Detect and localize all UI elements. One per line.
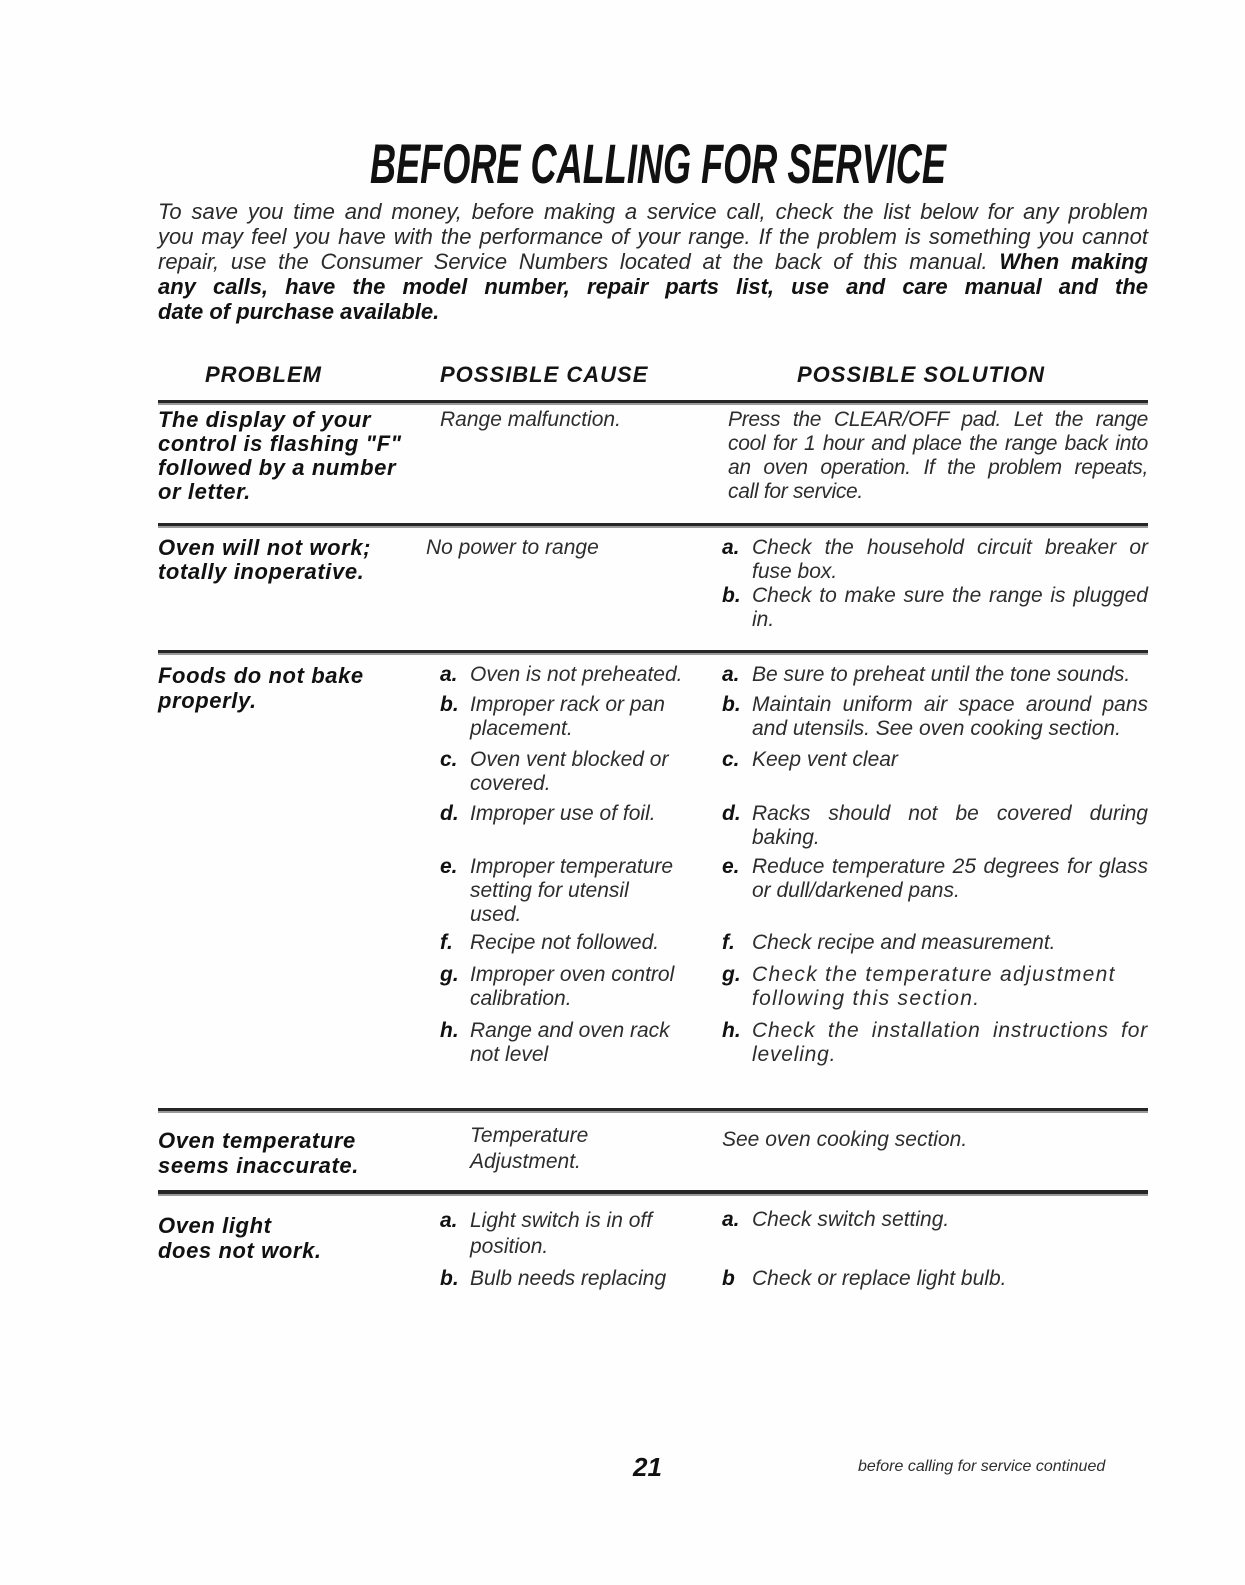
header-possible-solution: POSSIBLE SOLUTION (797, 362, 1046, 387)
intro-line (158, 274, 1148, 299)
solution-item (722, 693, 1148, 741)
intro-bold-text: When making (999, 249, 1148, 274)
page-title: BEFORE CALLING FOR SERVICE (370, 132, 946, 195)
intro-line (158, 299, 1148, 324)
cause-cell (470, 1123, 588, 1175)
cause-marker: d. (440, 802, 459, 825)
intro-line (158, 249, 1148, 274)
solution-item (722, 584, 1148, 632)
solution-line: leveling. (752, 1043, 837, 1066)
cause-line: Temperature (470, 1124, 589, 1147)
cause-line: Recipe not followed. (470, 931, 660, 954)
cause-marker: b. (440, 1267, 459, 1290)
solution-line: fuse box. (752, 560, 838, 583)
continued-note: before calling for service continued (858, 1458, 1106, 1475)
cause-line: Light switch is in off (470, 1209, 653, 1232)
cause-line: covered. (470, 772, 551, 795)
problem-cell (158, 536, 420, 584)
solution-line: Racks should not be covered during (752, 802, 1148, 825)
solution-line: in. (752, 608, 775, 631)
cause-line: Improper oven control (470, 963, 675, 986)
cause-line: Adjustment. (470, 1150, 581, 1173)
cause-item (440, 931, 702, 955)
solution-marker: g. (722, 963, 741, 986)
solution-marker: h. (722, 1019, 741, 1042)
problem-line: control is flashing "F" (158, 431, 402, 456)
problem-cell (158, 1128, 420, 1178)
solution-line: and utensils. See oven cooking section. (752, 717, 1121, 740)
cause-cell (426, 536, 599, 560)
solution-line: Check the household circuit breaker or (752, 536, 1148, 559)
solution-marker: d. (722, 802, 741, 825)
header-possible-cause: POSSIBLE CAUSE (440, 362, 649, 387)
solution-line: Check the installation instructions for (752, 1019, 1148, 1042)
cause-line: Improper use of foil. (470, 802, 656, 825)
intro-line (158, 199, 1148, 224)
row-divider (158, 1108, 1148, 1111)
problem-line: followed by a number (158, 455, 397, 480)
cause-item (440, 963, 702, 1011)
row-divider (158, 1190, 1148, 1194)
problem-cell (158, 408, 420, 504)
solution-marker: c. (722, 748, 740, 771)
solution-marker: b (722, 1267, 735, 1290)
cause-marker: f. (440, 931, 453, 954)
solution-line: Reduce temperature 25 degrees for glass (752, 855, 1148, 878)
cause-line: Range malfunction. (440, 408, 621, 431)
cause-item (440, 1267, 702, 1291)
solution-line: Check recipe and measurement. (752, 931, 1056, 954)
cause-item (440, 1019, 702, 1067)
solution-line: Check or replace light bulb. (752, 1267, 1007, 1290)
header-divider (158, 400, 1148, 403)
solution-line: Maintain uniform air space around pans (752, 693, 1148, 716)
cause-line: Bulb needs replacing (470, 1267, 667, 1290)
solution-cell (722, 1128, 967, 1152)
solution-line: cool for 1 hour and place the range back into (728, 432, 1148, 455)
cause-marker: h. (440, 1019, 459, 1042)
solution-line: See oven cooking section. (722, 1128, 968, 1151)
intro-bold-text: any calls, have the model number, repair parts list, use and care manual and the (158, 274, 1148, 299)
cause-line: setting for utensil (470, 879, 629, 902)
solution-item (722, 931, 1148, 955)
header-problem: PROBLEM (205, 362, 322, 387)
problem-line: totally inoperative. (158, 559, 365, 584)
cause-item (440, 748, 702, 796)
cause-marker: c. (440, 748, 458, 771)
solution-line: Be sure to preheat until the tone sounds. (752, 663, 1131, 686)
solution-line: Check the temperature adjustment (752, 963, 1116, 986)
row-divider (158, 523, 1148, 526)
solution-marker: a. (722, 1208, 740, 1231)
solution-item (722, 855, 1148, 903)
cause-item (440, 855, 702, 927)
solution-item (722, 1267, 1148, 1291)
problem-line: or letter. (158, 479, 251, 504)
problem-cell (158, 663, 420, 713)
cause-marker: a. (440, 663, 458, 686)
solution-line: Check switch setting. (752, 1208, 950, 1231)
solution-line: Press the CLEAR/OFF pad. Let the range (728, 408, 1148, 431)
cause-line: Oven vent blocked or (470, 748, 669, 771)
solution-line: Check to make sure the range is plugged (752, 584, 1148, 607)
intro-text: To save you time and money, before making a service call, check the list below for any problem (158, 199, 1148, 224)
cause-line: calibration. (470, 987, 572, 1010)
cause-line: Improper rack or pan (470, 693, 665, 716)
solution-line: an oven operation. If the problem repeats, (728, 456, 1148, 479)
solution-item (722, 663, 1148, 687)
problem-line: Oven temperature (158, 1128, 356, 1153)
problem-line: Oven will not work; (158, 535, 372, 560)
problem-line: The display of your (158, 407, 372, 432)
solution-marker: b. (722, 584, 741, 607)
solution-marker: a. (722, 663, 740, 686)
intro-line (158, 224, 1148, 249)
cause-line: Oven is not preheated. (470, 663, 683, 686)
cause-item (440, 663, 702, 687)
solution-item (722, 1208, 1148, 1232)
problem-line: properly. (158, 688, 257, 713)
cause-item (440, 693, 702, 741)
solution-marker: b. (722, 693, 741, 716)
solution-cell (728, 408, 1148, 504)
solution-line: or dull/darkened pans. (752, 879, 960, 902)
intro-text: repair, use the Consumer Service Numbers located at the back of this manual. (158, 249, 988, 274)
solution-item (722, 963, 1148, 1011)
solution-line: baking. (752, 826, 820, 849)
solution-item (722, 1019, 1148, 1067)
cause-line: placement. (470, 717, 573, 740)
solution-line: following this section. (752, 987, 981, 1010)
solution-item (722, 748, 1148, 772)
solution-line: Keep vent clear (752, 748, 898, 771)
cause-line: No power to range (426, 536, 599, 559)
cause-line: Range and oven rack (470, 1019, 670, 1042)
intro-bold-text: date of purchase available. (158, 299, 440, 324)
problem-line: Oven light (158, 1213, 272, 1238)
cause-line: not level (470, 1043, 549, 1066)
cause-marker: a. (440, 1209, 458, 1232)
intro-paragraph (158, 199, 1148, 324)
problem-cell (158, 1213, 420, 1263)
problem-line: does not work. (158, 1238, 322, 1263)
solution-item (722, 802, 1148, 850)
page-number: 21 (633, 1452, 662, 1482)
solution-line: call for service. (728, 480, 863, 503)
cause-item (440, 1208, 702, 1260)
cause-marker: e. (440, 855, 458, 878)
solution-marker: f. (722, 931, 735, 954)
solution-marker: a. (722, 536, 740, 559)
cause-line: Improper temperature (470, 855, 674, 878)
cause-line: used. (470, 903, 522, 926)
problem-line: Foods do not bake (158, 663, 364, 688)
cause-marker: b. (440, 693, 459, 716)
cause-item (440, 802, 702, 826)
cause-marker: g. (440, 963, 459, 986)
row-divider (158, 650, 1148, 653)
cause-line: position. (470, 1235, 549, 1258)
intro-text: you may feel you have with the performance of your range. If the problem is something you cannot (158, 224, 1148, 249)
solution-item (722, 536, 1148, 584)
problem-line: seems inaccurate. (158, 1153, 359, 1178)
solution-marker: e. (722, 855, 740, 878)
cause-cell (440, 408, 621, 432)
